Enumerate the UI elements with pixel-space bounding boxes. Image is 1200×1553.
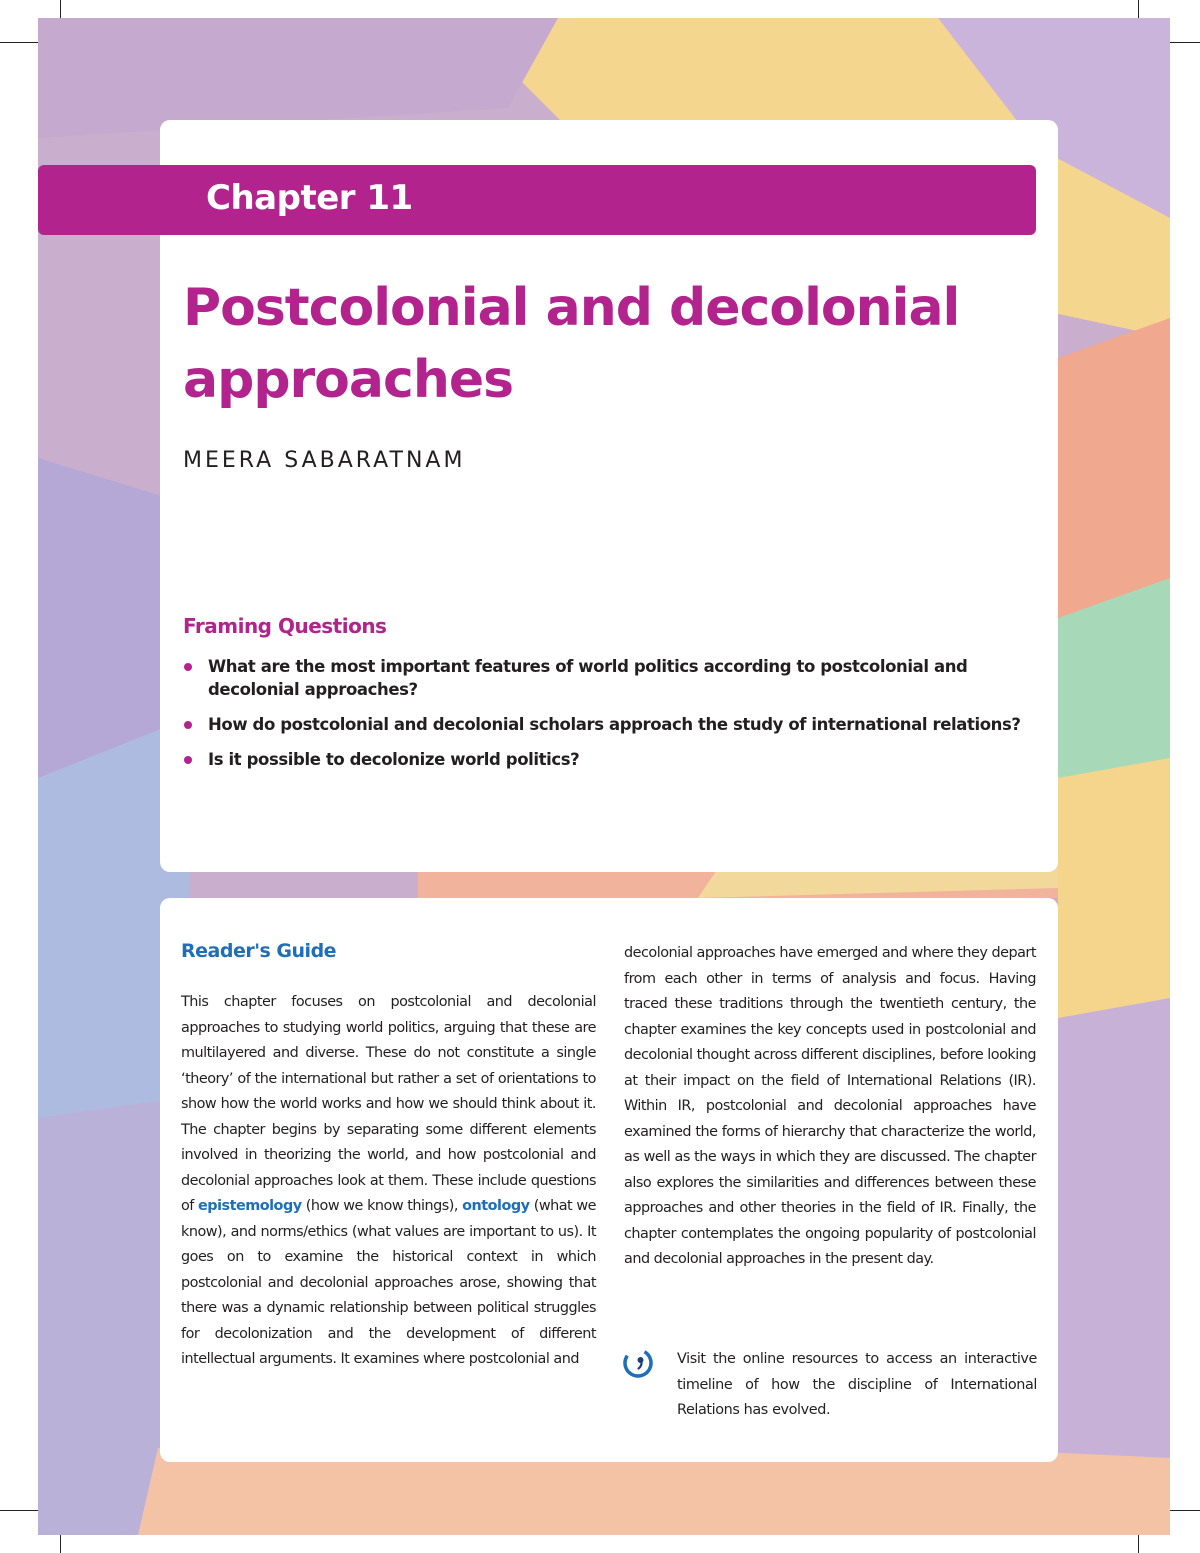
framing-questions-heading: Framing Questions [183, 614, 387, 638]
chapter-title-line: Postcolonial and decolonial [183, 278, 960, 338]
list-item [183, 748, 1023, 771]
bullet-icon [184, 663, 192, 671]
question-text: How do postcolonial and decolonial scholars approach the study of international relations? [208, 715, 1021, 734]
readers-guide-left-column [181, 990, 596, 1373]
author-name: MEERA SABARATNAM [183, 448, 466, 473]
online-resources-note: Visit the online resources to access an interactive timeline of how the discipline of International Relations has evolved. [677, 1351, 1037, 1418]
chapter-band [38, 165, 1036, 235]
body-text: This chapter focuses on postcolonial and decolonial approaches to studying world politics, arguing that these are multilayered and diverse. These do not constitute a single ‘theory’ of the international but rather a set of orientations to show how the world works and how we should think about it. The chapter begins by separating some different elements involved in theorizing the world, and how postcolonial and decolonial approaches look at them. These include questions of [181, 994, 596, 1214]
bullet-icon [184, 756, 192, 764]
framing-questions-list [183, 655, 1023, 783]
question-text: Is it possible to decolonize world politics? [208, 750, 580, 769]
question-text: What are the most important features of world politics according to postcolonial and decolonial approaches? [208, 657, 968, 699]
list-item [183, 713, 1023, 736]
keyword-link-ontology[interactable]: ontology [462, 1198, 530, 1214]
online-resources-icon[interactable] [622, 1347, 654, 1379]
bullet-icon [184, 721, 192, 729]
chapter-title-line: approaches [183, 350, 514, 410]
chapter-number: Chapter 11 [206, 178, 413, 218]
list-item [183, 655, 1023, 701]
readers-guide-heading: Reader's Guide [181, 940, 337, 962]
readers-guide-right-column: decolonial approaches have emerged and where they depart from each other in terms of analysis and focus. Having traced these traditions through the twentieth century, the chapter examines the key concepts used in postcolonial and decolonial thought across different disciplines, before looking at their impact on the field of International Relations (IR). Within IR, postcolonial and decolonial approaches have examined the forms of hierarchy that characterize the world, as well as the ways in which they are discussed. The chapter also explores the similarities and differences between these approaches and other theories in the field of IR. Finally, the chapter contemplates the ongoing popularity of postcolonial and decolonial approaches in the present day. [624, 945, 1036, 1267]
body-text: (what we know), and norms/ethics (what values are important to us). It goes on to examine the historical context in which postcolonial and decolonial approaches arose, showing that there was a dynamic relationship between political struggles for decolonization and the development of different intellectual arguments. It examines where postcolonial and [181, 1198, 596, 1367]
body-text: (how we know things), [301, 1198, 463, 1214]
keyword-link-epistemology[interactable]: epistemology [198, 1198, 302, 1214]
chapter-title [183, 272, 1043, 416]
